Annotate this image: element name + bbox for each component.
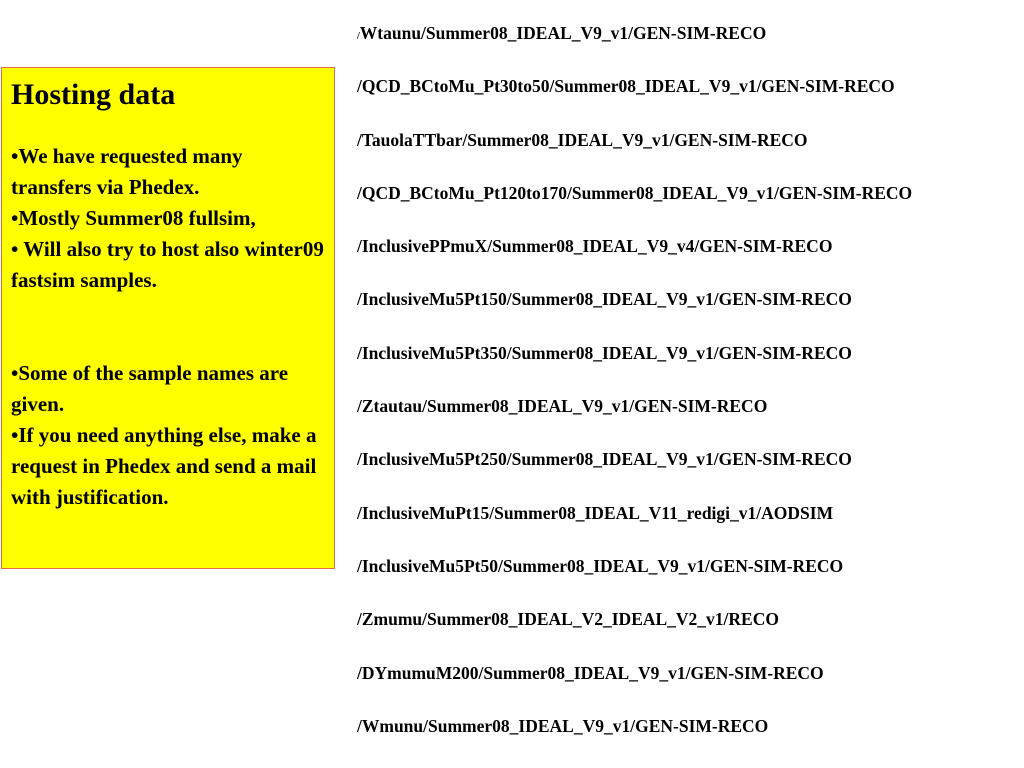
dataset-item: /InclusiveMu5Pt150/Summer08_IDEAL_V9_v1/GEN-SIM-RECO <box>357 289 852 310</box>
hosting-title: Hosting data <box>11 78 176 111</box>
bullet-summer08: •Mostly Summer08 fullsim, <box>11 206 256 230</box>
bullet-transfers: •We have requested many transfers via Phedex. <box>11 144 243 199</box>
dataset-item: /InclusiveMu5Pt350/Summer08_IDEAL_V9_v1/GEN-SIM-RECO <box>357 342 852 363</box>
dataset-item <box>357 20 912 73</box>
bullet-winter09: • Will also try to host also winter09 fastsim samples. <box>11 237 324 292</box>
bullet-sample-names: •Some of the sample names are given. <box>11 361 289 416</box>
dataset-item: /InclusiveMu5Pt50/Summer08_IDEAL_V9_v1/GEN-SIM-RECO <box>357 555 844 576</box>
dataset-item: /QCD_BCtoMu_Pt120to170/Summer08_IDEAL_V9_v1/GEN-SIM-RECO <box>357 182 913 203</box>
dataset-item: /Ztautau/Summer08_IDEAL_V9_v1/GEN-SIM-RECO <box>357 396 768 417</box>
dataset-item: /InclusiveMu5Pt250/Summer08_IDEAL_V9_v1/GEN-SIM-RECO <box>357 449 852 470</box>
dataset-item: /InclusivePPmuX/Summer08_IDEAL_V9_v4/GEN-SIM-RECO <box>357 236 833 257</box>
dataset-item: /Zmumu/Summer08_IDEAL_V2_IDEAL_V2_v1/RECO <box>357 609 779 630</box>
dataset-list <box>357 20 912 766</box>
dataset-name: Wtaunu/Summer08_IDEAL_V9_v1/GEN-SIM-RECO <box>359 23 767 43</box>
dataset-prefix: / <box>357 31 360 42</box>
dataset-item: /TauolaTTbar/Summer08_IDEAL_V9_v1/GEN-SIM-RECO <box>357 129 808 150</box>
bullet-request: •If you need anything else, make a request in Phedex and send a mail with justification. <box>11 423 317 509</box>
dataset-item: /Wmunu/Summer08_IDEAL_V9_v1/GEN-SIM-RECO <box>357 715 769 736</box>
bullet-gap <box>11 296 328 358</box>
dataset-item: /DYmumuM200/Summer08_IDEAL_V9_v1/GEN-SIM-RECO <box>357 662 824 683</box>
hosting-data-box <box>1 67 335 569</box>
dataset-item: /InclusiveMuPt15/Summer08_IDEAL_V11_redigi_v1/AODSIM <box>357 502 834 523</box>
dataset-item: /QCD_BCtoMu_Pt30to50/Summer08_IDEAL_V9_v1/GEN-SIM-RECO <box>357 76 895 97</box>
